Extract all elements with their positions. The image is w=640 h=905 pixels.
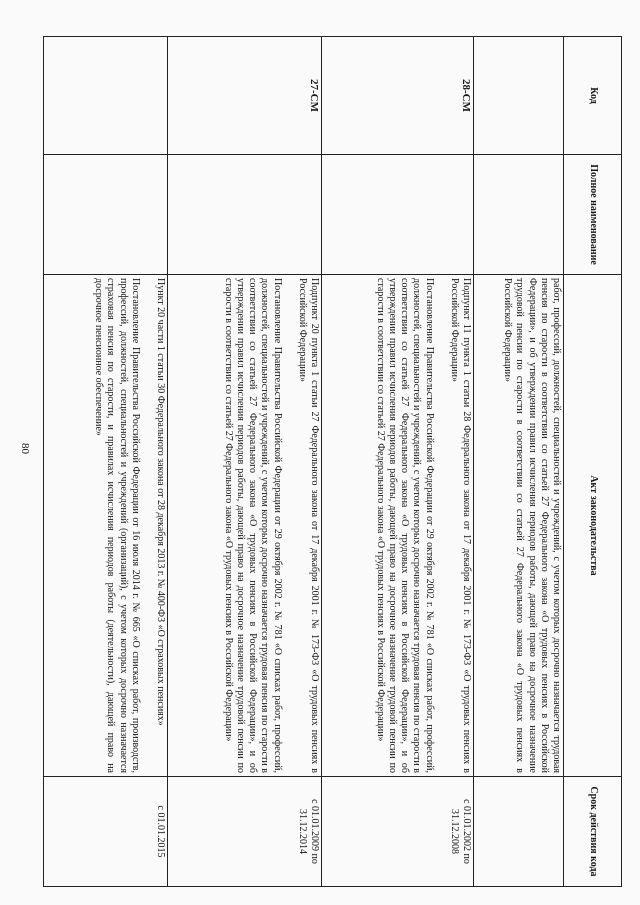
row-full-name xyxy=(168,155,322,275)
legislation-table xyxy=(43,36,622,887)
row-act xyxy=(168,275,322,777)
column-header-code: Код xyxy=(564,37,622,155)
table-header-row xyxy=(564,37,622,887)
table-row xyxy=(168,37,322,887)
row-code xyxy=(44,37,168,155)
act-paragraph: Подпункт 11 пункта 1 статьи 28 Федерального закона от 17 декабря 2001 г. № 173-ФЗ «О трудовых пенсиях в Российской Федерации» xyxy=(448,278,472,773)
row-validity: с 01.01.2009 по 31.12.2014 xyxy=(168,777,322,887)
row-full-name xyxy=(44,155,168,275)
act-paragraph: работ, профессий, должностей, специальностей и учреждений, с учетом которых досрочно назначается трудовая пенсия по старости в соответствии со статьей 27 Федерального закона «О трудовых пенсиях в Российской Федерации», и об утверждении правил исчисления периодов работы, дающей право на досрочное назначение трудовой пенсии по старости в соответствии со статьей 27 Федерального закона «О трудовых пенсиях в Российской Федерации» xyxy=(502,278,562,773)
row-validity: с 01.01.2015 xyxy=(44,777,168,887)
table-rotator xyxy=(60,36,622,886)
table-row xyxy=(44,37,168,887)
table-row xyxy=(474,37,564,887)
row-validity xyxy=(474,777,564,887)
row-code: 28-СМ xyxy=(322,37,474,155)
row-full-name xyxy=(474,155,564,275)
act-paragraph: Постановление Правительства Российской Федерации от 29 октября 2002 г. № 781 «О списках работ, профессий, должностей, специальностей и учреждений, с учетом которых досрочно назначается трудовая пенсия по старости в соответствии со статьей 27 Федерального закона «О трудовых пенсиях в Российской Федерации», и об утверждении правил исчисления периодов работы, дающей право на досрочное назначение трудовой пенсии по старости в соответствии со статьей 27 Федерального закона «О трудовых пенсиях в Российской Федерации» xyxy=(374,278,435,773)
table-row xyxy=(322,37,474,887)
row-act xyxy=(474,275,564,777)
column-header-act: Акт законодательства xyxy=(564,275,622,777)
row-full-name xyxy=(322,155,474,275)
act-paragraph: Постановление Правительства Российской Федерации от 16 июля 2014 г. № 665 «О списках работ, производств, профессий, должностей, специальностей и учреждений (организаций), с учетом которых досрочно назначается страховая пенсия по старости, и правилах исчисления периодов работы (деятельности), дающей право на досрочное пенсионное обеспечение» xyxy=(93,278,141,773)
row-act xyxy=(44,275,168,777)
column-header-validity: Срок действия кода xyxy=(564,777,622,887)
act-paragraph: Пункт 20 части 1 статьи 30 Федерального закона от 28 декабря 2013 г. № 400-ФЗ «О страховых пенсиях» xyxy=(155,278,166,726)
column-header-full-name: Полное наименование xyxy=(564,155,622,275)
act-paragraph: Подпункт 20 пункта 1 статьи 27 Федерального закона от 17 декабря 2001 г. № 173-ФЗ «О трудовых пенсиях в Российской Федерации» xyxy=(296,278,320,773)
act-paragraph: Постановление Правительства Российской Федерации от 29 октября 2002 г. № 781 «О списках работ, профессий, должностей, специальностей и учреждений, с учетом которых досрочно назначается трудовая пенсия по старости в соответствии со статьей 27 Федерального закона «О трудовых пенсиях в Российской Федерации», и об утверждении правил исчисления периодов работы, дающей право на досрочное назначение трудовой пенсии по старости в соответствии со статьей 27 Федерального закона «О трудовых пенсиях в Российской Федерации» xyxy=(222,278,283,773)
page-number: 80 xyxy=(19,443,31,454)
row-code: 27-СМ xyxy=(168,37,322,155)
row-act xyxy=(322,275,474,777)
row-validity: с 01.01.2002 по 31.12.2008 xyxy=(322,777,474,887)
row-code xyxy=(474,37,564,155)
